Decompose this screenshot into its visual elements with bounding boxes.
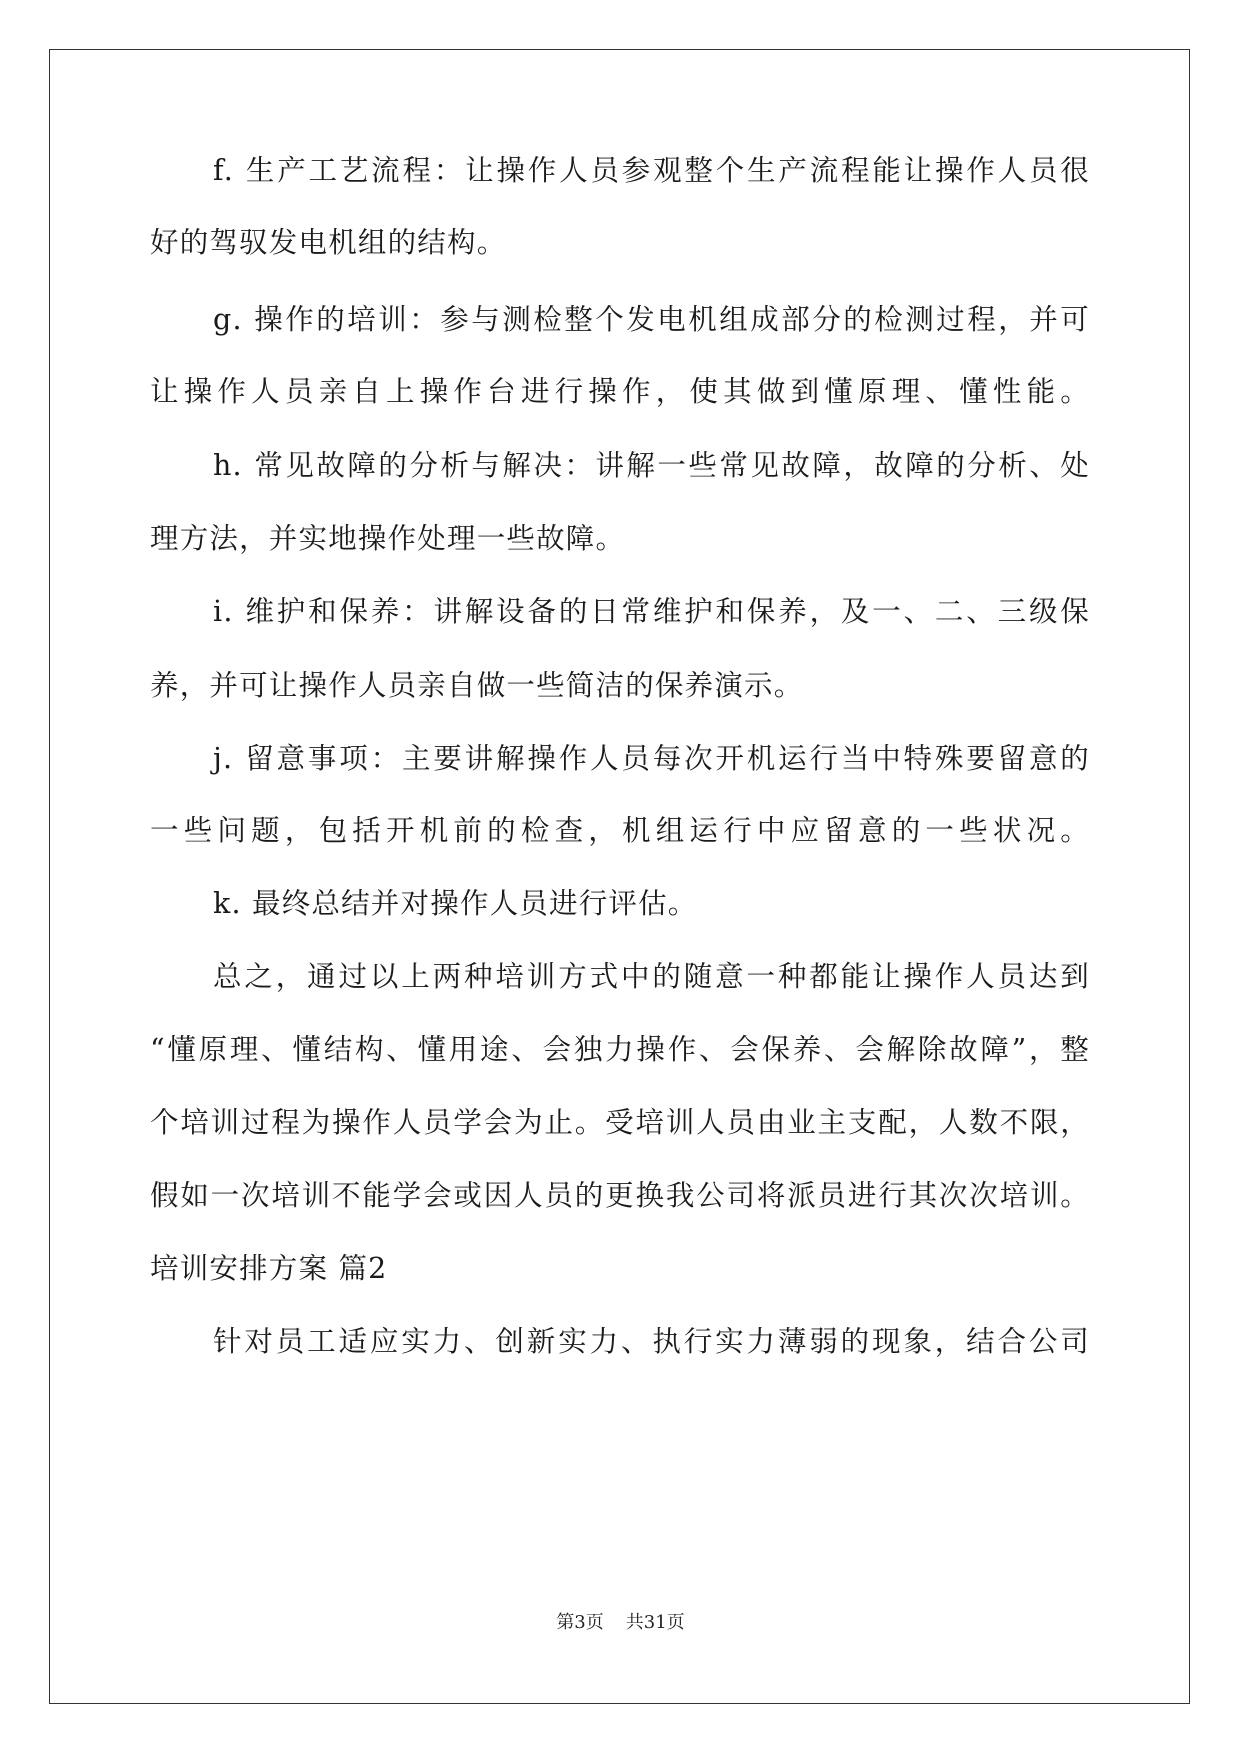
paragraph-line: 总之，通过以上两种培训方式中的随意一种都能让操作人员达到 [213,960,1090,993]
paragraph-line: 好的驾驭发电机组的结构。 [150,226,507,259]
page-footer [0,1611,1241,1635]
paragraph-line: 养，并可让操作人员亲自做一些简洁的保养演示。 [150,669,804,702]
page-total: 共31页 [625,1612,685,1633]
paragraph-line: k. 最终总结并对操作人员进行评估。 [213,887,698,920]
paragraph-line: 假如一次培训不能学会或因人员的更换我公司将派员进行其次次培训。 [150,1179,1090,1212]
paragraph-line: h. 常见故障的分析与解决：讲解一些常见故障，故障的分析、处 [213,449,1090,482]
paragraph-line: j. 留意事项：主要讲解操作人员每次开机运行当中特殊要留意的 [213,742,1090,775]
paragraph-line: f. 生产工艺流程：让操作人员参观整个生产流程能让操作人员很 [213,154,1090,187]
paragraph-line: 个培训过程为操作人员学会为止。受培训人员由业主支配，人数不限， [150,1106,1090,1139]
paragraph-line: i. 维护和保养：讲解设备的日常维护和保养，及一、二、三级保 [213,595,1090,628]
page-number: 第3页 [556,1612,604,1633]
paragraph-line: 理方法，并实地操作处理一些故障。 [150,522,626,555]
section-heading: 培训安排方案 篇2 [150,1252,388,1285]
paragraph-line: 让操作人员亲自上操作台进行操作，使其做到懂原理、懂性能。 [150,375,1090,408]
paragraph-line: g. 操作的培训：参与测检整个发电机组成部分的检测过程，并可 [213,303,1090,336]
paragraph-line: 一些问题，包括开机前的检查，机组运行中应留意的一些状况。 [150,814,1090,847]
page-border [49,49,1190,1704]
paragraph-line: 针对员工适应实力、创新实力、执行实力薄弱的现象，结合公司 [213,1325,1090,1358]
paragraph-line: “懂原理、懂结构、懂用途、会独力操作、会保养、会解除故障”，整 [150,1033,1090,1066]
